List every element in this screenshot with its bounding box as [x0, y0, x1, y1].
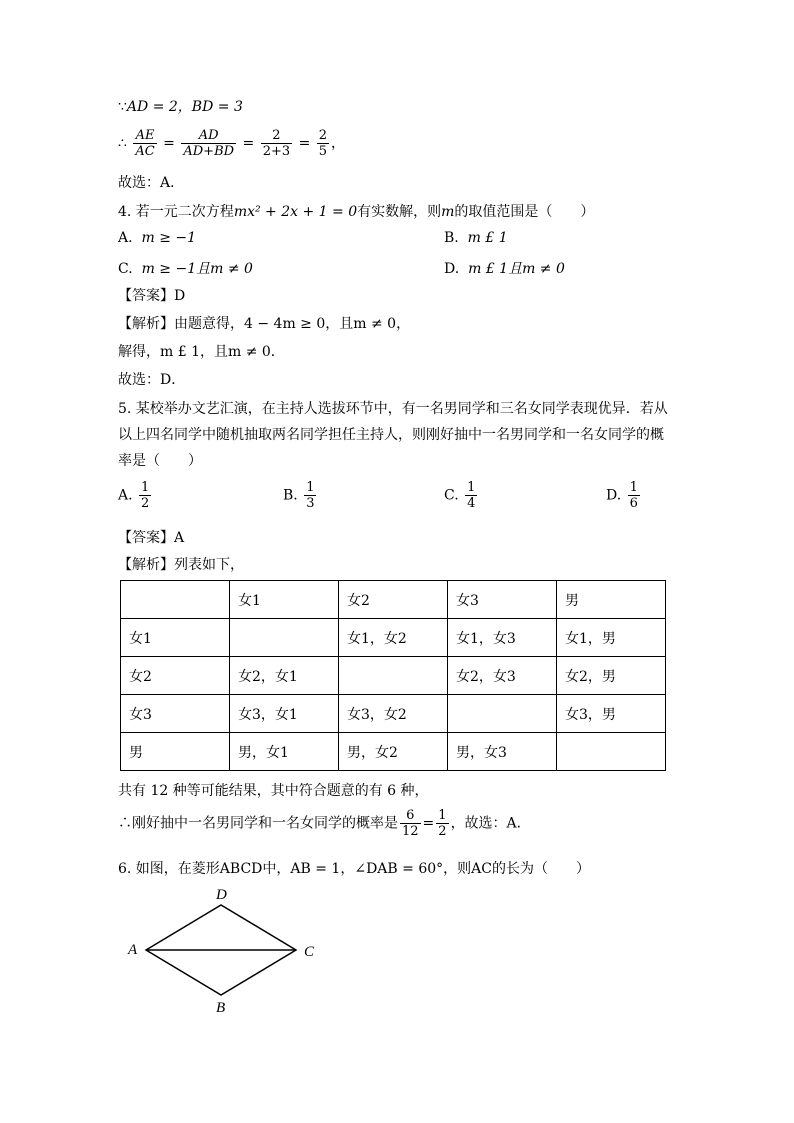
q5-stem-2: 以上四名同学中随机抽取两名同学担任主持人，则刚好抽中一名男同学和一名女同学的概 — [118, 427, 664, 443]
q5-conclusion: ∴刚好抽中一名男同学和一名女同学的概率是 $\frac{6}{12}$ = $\frac{1}{2}$ ，故选：A． — [118, 808, 531, 839]
q5-summary: 共有 12 种等可能结果，其中符合题意的有 6 种， — [118, 783, 429, 799]
fraction-2-over-5: $\frac{2}{5}$ — [318, 128, 328, 159]
prev-answer: 故选：A． — [118, 175, 185, 191]
q5-analysis: 【解析】列表如下， — [118, 557, 244, 573]
q5-option-a: A. $\frac{1}{2}$ — [118, 480, 150, 511]
q6-stem: 6. 如图，在菱形ABCD中，AB = 1，∠DAB = 60°，则AC的长为（ ） — [118, 861, 590, 877]
table-row: 女2 女2，女1 女2，女3 女2，男 — [121, 657, 666, 695]
table-row: 女3 女3，女1 女3，女2 女3，男 — [121, 695, 666, 733]
q4-option-b: B. m £ 1 — [444, 230, 508, 246]
q4-analysis-1: 【解析】由题意得，4 − 4m ≥ 0，且m ≠ 0， — [118, 316, 411, 332]
q4-option-a: A. m ≥ −1 — [118, 230, 197, 246]
given-values: AD = 2，BD = 3 — [126, 99, 243, 115]
fraction-ad-sum: $\frac{AD}{AD+BD}$ — [183, 128, 235, 159]
q4-equation: mx² + 2x + 1 = 0 — [233, 204, 358, 220]
fraction-1-over-2: $\frac{1}{2}$ — [438, 808, 447, 839]
q4-option-d: D. m £ 1且m ≠ 0 — [444, 261, 565, 277]
because-symbol: ∵ — [118, 99, 127, 115]
q5-answer: 【答案】A — [118, 530, 185, 546]
vertex-label-c: C — [304, 944, 315, 960]
q5-option-c: C. $\frac{1}{4}$ — [444, 480, 476, 511]
table-row: 女1 女2 女3 男 — [121, 581, 666, 619]
given-line — [118, 96, 243, 116]
q4-choose: 故选：D． — [118, 372, 186, 388]
q5-stem-1: 5. 某校举办文艺汇演，在主持人选拔环节中，有一名男同学和三名女同学表现优异．若从 — [118, 401, 668, 417]
table-row: 女1 女1，女2 女1，女3 女1，男 — [121, 619, 666, 657]
q5-option-b: B. $\frac{1}{3}$ — [283, 480, 315, 511]
table-row: 男 男，女1 男，女2 男，女3 — [121, 733, 666, 771]
q4-answer: 【答案】D — [118, 288, 186, 304]
vertex-label-a: A — [128, 942, 138, 958]
rhombus-figure — [118, 880, 338, 1020]
fraction-ae-ac: $\frac{AE}{AC}$ — [135, 128, 155, 159]
q4-analysis-2: 解得，m £ 1，且m ≠ 0． — [118, 344, 285, 360]
fraction-2-over-2plus3: $\frac{2}{2+3}$ — [262, 128, 291, 159]
q4-option-c: C. m ≥ −1且m ≠ 0 — [118, 261, 253, 277]
vertex-label-b: B — [216, 1000, 226, 1016]
q5-option-d: D. $\frac{1}{6}$ — [606, 480, 638, 511]
q5-stem-3: 率是（ ） — [118, 453, 202, 469]
therefore-symbol: ∴ — [118, 135, 127, 152]
q4-stem: 4. 若一元二次方程mx² + 2x + 1 = 0有实数解，则m的取值范围是（ ） — [118, 204, 595, 220]
fraction-6-over-12: $\frac{6}{12}$ — [402, 808, 419, 839]
outcome-table — [120, 580, 666, 771]
ratio-line: ∴ $\frac{AE}{AC}$ = $\frac{AD}{AD+BD}$ = $\frac{2}{2+3}$ = $\frac{2}{5}$ ， — [118, 128, 346, 159]
vertex-label-d: D — [216, 887, 227, 903]
